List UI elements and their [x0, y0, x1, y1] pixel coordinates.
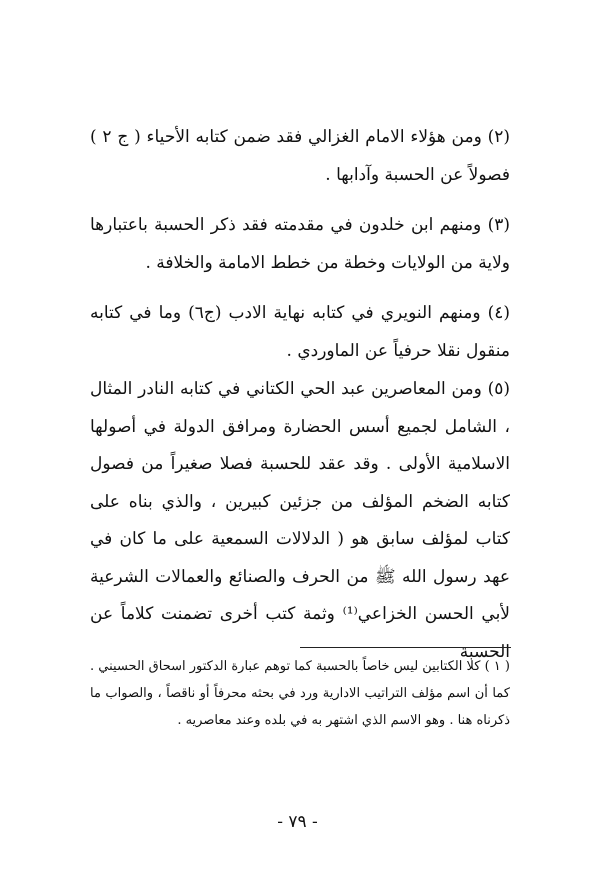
paragraph-5-kattani: (٥) ومن المعاصرين عبد الحي الكتاني في كتابه النادر المثال ، الشامل لجميع أسس الحضارة ومرافق الدولة في أصولها الاسلامية الأولى . وقد عقد للحسبة فصلا صغيراً من فصول كتابه الضخم المؤلف من جزئين كبيرين ، والذي بناه على كتاب لمؤلف سابق هو ( الدلالات السمعية على ما كان في عهد رسول الله ﷺ من الحرف والصنائع والعمالات الشرعية لأبي الحسن الخزاعي⁽¹⁾ وثمة كتب أخرى تضمنت كلاماً عن الحسبة	[90, 379, 510, 662]
paragraph-2-ghazali: (٢) ومن هؤلاء الامام الغزالي فقد ضمن كتابه الأحياء ( ج ٢ ) فصولاً عن الحسبة وآدابها .	[90, 127, 510, 185]
paragraph-3-ibn-khaldun: (٣) ومنهم ابن خلدون في مقدمته فقد ذكر الحسبة باعتبارها ولاية من الولايات وخطة من خطط الامامة والخلافة .	[90, 215, 510, 273]
footnote-1: ( ١ ) كلا الكتابين ليس خاصاً بالحسبة كما توهم عبارة الدكتور اسحاق الحسيني . كما أن اسم مؤلف التراتيب الادارية ورد في بحثه محرفاً أو ناقصاً ، والصواب ما ذكرناه هنا . وهو الاسم الذي اشتهر به في بلده وعند معاصريه .	[90, 659, 510, 728]
footnote-separator	[300, 647, 511, 648]
page-number: - ٧٩ -	[277, 812, 318, 832]
paragraph-4-nuwayri: (٤) ومنهم النويري في كتابه نهاية الادب (ج٦) وما في كتابه منقول نقلا حرفياً عن الماوردي .	[90, 303, 510, 361]
